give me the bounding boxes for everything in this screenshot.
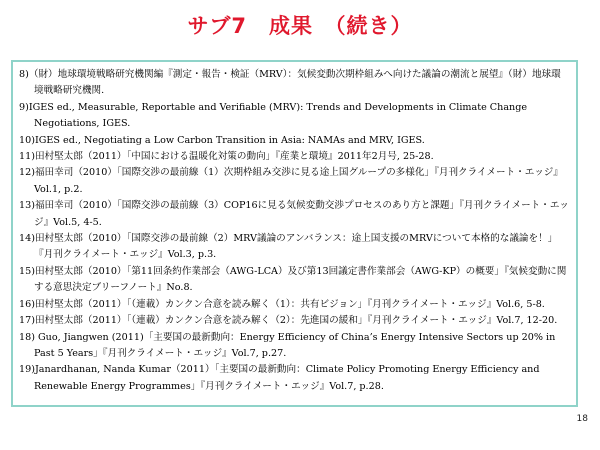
page-number: 18 xyxy=(576,414,588,424)
reference-item: 19)Janardhanan, Nanda Kumar（2011）「主要国の最新動向：Climate Policy Promoting Energy Efficiency and Renewable Energy Programmes」『月刊クライメート・エッジ』Vol.7, p.28. xyxy=(19,364,540,392)
reference-item: 17)田村堅太郎（2011）「（連載）カンクン合意を読み解く（2）：先進国の緩和」『月刊クライメート・エッジ』Vol.7, 12-20. xyxy=(19,315,558,327)
reference-box xyxy=(11,60,578,407)
reference-item: 11)田村堅太郎（2011）「中国における温暖化対策の動向」『産業と環境』2011年2月号, 25-28. xyxy=(19,151,434,163)
reference-item: 15)田村堅太郎（2010）「第11回条約作業部会（AWG-LCA）及び第13回議定書作業部会（AWG-KP）の概要」『気候変動に関する意思決定ブリーフノート』No.8. xyxy=(19,265,567,294)
reference-item: 12)福田幸司（2010）「国際交渉の最前線（1）次期枠組み交渉に見る途上国グループの多様化」『月刊クライメート・エッジ』Vol.1, p.2. xyxy=(19,167,563,195)
reference-item: 13)福田幸司（2010）「国際交渉の最前線（3）COP16に見る気候変動交渉プロセスのあり方と課題」『月刊クライメート・エッジ』Vol.5, 4-5. xyxy=(19,200,569,228)
reference-item: 18) Guo, Jiangwen (2011)「主要国の最新動向：Energy Efficiency of China’s Energy Intensive Sectors up 20% in Past 5 Years」『月刊クライメート・エッジ』Vol.7, p.27. xyxy=(19,331,556,359)
reference-item: 16)田村堅太郎（2011）「（連載）カンクン合意を読み解く（1）：共有ビジョン」『月刊クライメート・エッジ』Vol.6, 5-8. xyxy=(19,298,545,310)
slide-title: サブ7 成果 （続き） xyxy=(187,14,413,38)
reference-item: 9)IGES ed., Measurable, Reportable and Verifiable (MRV): Trends and Developments in Climate Change Negotiations, IGES. xyxy=(19,101,528,130)
reference-item: 8)（財）地球環境戦略研究機関編『測定・報告・検証（MRV）：気候変動次期枠組みへ向けた議論の潮流と展望』（財）地球環境戦略研究機関. xyxy=(19,69,561,97)
reference-item: 14)田村堅太郎（2010）「国際交渉の最前線（2）MRV議論のアンバランス：途上国支援のMRVについて本格的な議論を！」『月刊クライメート・エッジ』Vol.3, p.3. xyxy=(19,233,558,261)
reference-item: 10)IGES ed., Negotiating a Low Carbon Transition in Asia: NAMAs and MRV, IGES. xyxy=(19,134,425,146)
reference-list xyxy=(19,67,570,395)
